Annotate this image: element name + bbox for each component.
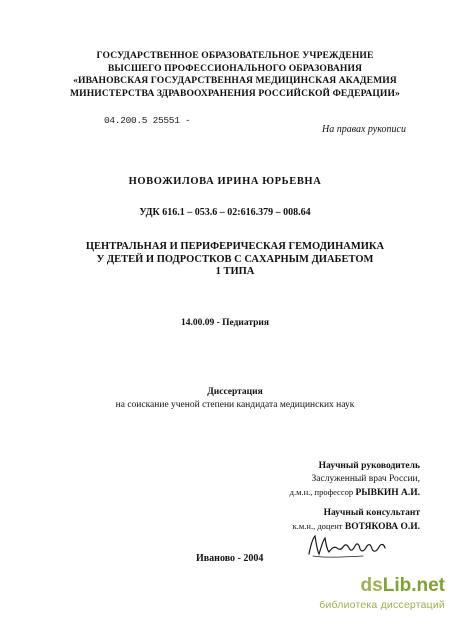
- institution-line: МИНИСТЕРСТВА ЗДРАВООХРАНЕНИЯ РОССИЙСКОЙ ФЕДЕРАЦИИ»: [70, 87, 400, 99]
- author-name: НОВОЖИЛОВА ИРИНА ЮРЬЕВНА: [128, 176, 322, 187]
- supervisor-block: [290, 460, 420, 500]
- institution-line: «ИВАНОВСКАЯ ГОСУДАРСТВЕННАЯ МЕДИЦИНСКАЯ АКАДЕМИЯ: [73, 75, 397, 86]
- institution-line: ГОСУДАРСТВЕННОЕ ОБРАЗОВАТЕЛЬНОЕ УЧРЕЖДЕНИЕ: [96, 50, 374, 61]
- handwritten-signature: [305, 530, 387, 562]
- library-stamp-number: 04.200.5 25551 -: [104, 115, 191, 126]
- udk-code: УДК 616.1 – 053.6 – 02:616.379 – 008.64: [139, 207, 311, 218]
- watermark-subtitle: библиотека диссертаций: [319, 599, 445, 611]
- specialty-code: 14.00.09 - Педиатрия: [180, 318, 270, 328]
- supervisor-title: Заслуженный врач России,: [311, 474, 420, 484]
- institution-line: ВЫСШЕГО ПРОФЕССИОНАЛЬНОГО ОБРАЗОВАНИЯ: [107, 62, 363, 74]
- title-line: 1 ТИПА: [215, 266, 255, 277]
- dslib-watermark[interactable]: [319, 575, 445, 611]
- consultant-degree: к.м.н., доцент: [292, 521, 343, 531]
- supervisor-name: РЫВКИН А.И.: [355, 488, 420, 498]
- supervisor-role: Научный руководитель: [318, 461, 420, 471]
- title-line: ЦЕНТРАЛЬНАЯ И ПЕРИФЕРИЧЕСКАЯ ГЕМОДИНАМИКА: [85, 241, 385, 252]
- consultant-role: Научный консультант: [323, 508, 420, 518]
- rights-note: На правах рукописи: [322, 124, 406, 135]
- title-line: У ДЕТЕЙ И ПОДРОСТКОВ С САХАРНЫМ ДИАБЕТОМ: [96, 253, 374, 265]
- watermark-logo: dsLib.net: [360, 575, 445, 596]
- supervisor-degree: д.м.н., профессор: [289, 487, 354, 497]
- degree-purpose: на соискание ученой степени кандидата медицинских наук: [115, 399, 355, 410]
- dissertation-purpose: [60, 386, 410, 411]
- dissertation-type: Диссертация: [207, 387, 263, 397]
- dissertation-title: [60, 241, 410, 279]
- consultant-name: ВОТЯКОВА О.И.: [344, 522, 420, 532]
- institution-header: [70, 50, 400, 100]
- city-year: Иваново - 2004: [196, 553, 264, 564]
